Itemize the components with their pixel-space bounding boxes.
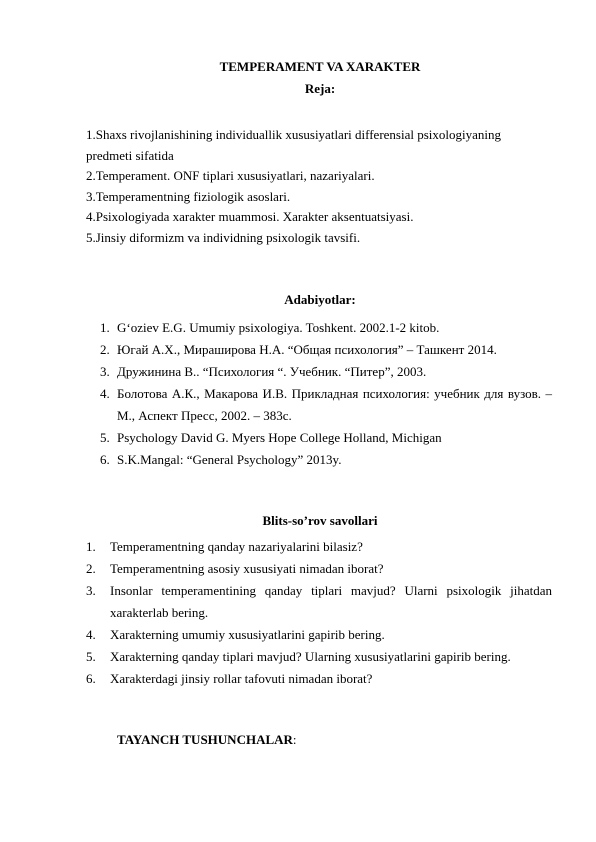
- literature-list: [100, 317, 552, 471]
- item-number: 6.: [86, 671, 96, 686]
- key-concepts-label: TAYANCH TUSHUNCHALAR: [117, 732, 293, 747]
- item-number: 5.: [100, 430, 110, 445]
- item-number: 5.: [86, 649, 96, 664]
- item-number: 4.: [100, 386, 110, 401]
- question-item: [86, 558, 552, 580]
- item-text: Psychology David G. Myers Hope College Holland, Michigan: [117, 430, 442, 445]
- item-text: Temperamentning asosiy xususiyati nimadan iborat?: [110, 561, 384, 576]
- plan-line: 2.Temperament. ONF tiplari xususiyatlari, nazariyalari.: [86, 168, 375, 183]
- question-item: [86, 646, 552, 668]
- item-text: G‘oziev E.G. Umumiy psixologiya. Toshkent. 2002.1-2 kitob.: [117, 320, 440, 335]
- item-text: S.K.Mangal: “General Psychology” 2013y.: [117, 452, 342, 467]
- literature-item: [100, 383, 552, 427]
- literature-item: [100, 339, 552, 361]
- question-item: [86, 580, 552, 624]
- item-text: Болотова А.К., Макарова И.В. Прикладная психология: учебник для вузов. –М., Аспект Пресс, 2002. – 383с.: [117, 386, 552, 423]
- document-title: TEMPERAMENT VA XARAKTER: [219, 59, 421, 74]
- plan-heading: Reja:: [304, 81, 336, 96]
- plan-list: [86, 125, 556, 248]
- item-number: 2.: [100, 342, 110, 357]
- question-item: [86, 668, 552, 690]
- item-text: Югай А.Х., Мираширова Н.А. “Общая психология” – Ташкент 2014.: [117, 342, 497, 357]
- item-text: Xarakterning qanday tiplari mavjud? Ularning xususiyatlarini gapirib bering.: [110, 649, 511, 664]
- item-number: 1.: [100, 320, 110, 335]
- item-number: 2.: [86, 561, 96, 576]
- plan-line: 3.Temperamentning fiziologik asoslari.: [86, 188, 291, 204]
- item-text: Xarakterning umumiy xususiyatlarini gapirib bering.: [110, 627, 385, 642]
- item-text: Temperamentning qanday nazariyalarini bilasiz?: [110, 539, 363, 554]
- literature-item: [100, 449, 552, 471]
- plan-line: 1.Shaxs rivojlanishining individuallik xususiyatlari differensial psixologiyaning: [86, 127, 501, 142]
- key-concepts-heading: [117, 732, 297, 748]
- item-number: 3.: [100, 364, 110, 379]
- questions-heading: Blits-so’rov savollari: [262, 513, 378, 528]
- literature-item: [100, 317, 552, 339]
- question-item: [86, 624, 552, 646]
- item-text: Дружинина В.. “Психология “. Учебник. “Питер”, 2003.: [117, 364, 427, 379]
- plan-line: 4.Psixologiyada xarakter muammosi. Xarakter aksentuatsiyasi.: [86, 209, 414, 224]
- literature-heading: Adabiyotlar:: [284, 292, 356, 307]
- item-text: Insonlar temperamentining qanday tiplari mavjud? Ularni psixologik jihatdan xarakterlab bering.: [110, 583, 552, 620]
- questions-list: [86, 536, 552, 690]
- literature-item: [100, 361, 552, 383]
- item-number: 6.: [100, 452, 110, 467]
- item-number: 3.: [86, 583, 96, 598]
- plan-line: 5.Jinsiy diformizm va individning psixologik tavsifi.: [86, 229, 361, 245]
- literature-item: [100, 427, 552, 449]
- plan-line: predmeti sifatida: [86, 147, 174, 163]
- question-item: [86, 536, 552, 558]
- item-number: 4.: [86, 627, 96, 642]
- item-number: 1.: [86, 539, 96, 554]
- item-text: Xarakterdagi jinsiy rollar tafovuti nimadan iborat?: [110, 671, 373, 686]
- key-concepts-colon: :: [292, 732, 297, 747]
